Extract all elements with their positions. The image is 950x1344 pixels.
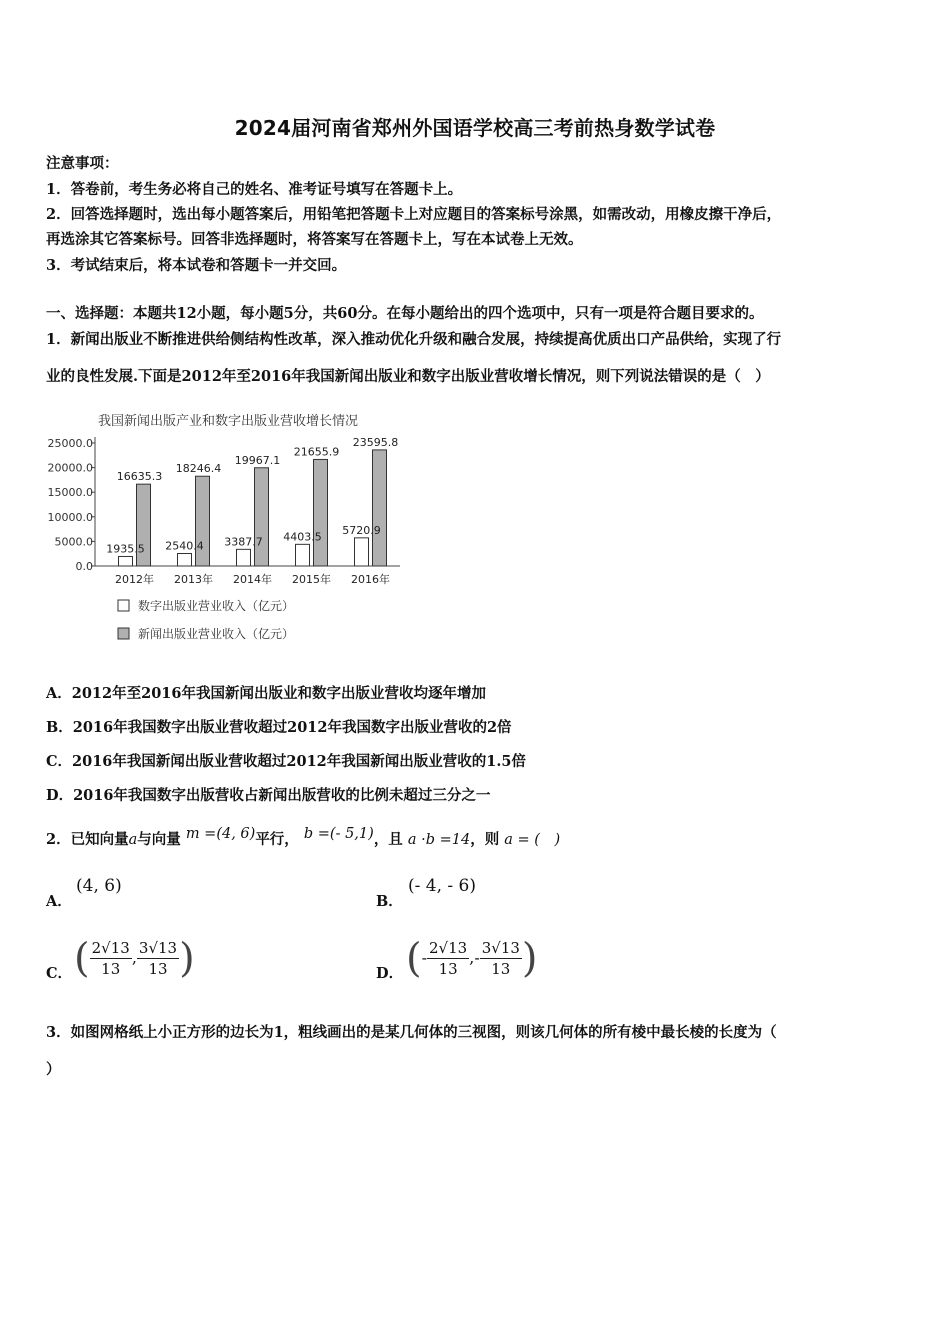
q2-prefix: 2．已知向量 [46,831,129,848]
bar-news [373,450,387,566]
y-tick-label: 15000.0 [47,486,93,500]
y-tick-label: 20000.0 [47,461,93,475]
bar-digital [237,549,251,566]
q2-mid3: ，且 [373,831,403,848]
notice-item-3: 3．考试结束后，将本试卷和答题卡一并交回。 [46,257,347,274]
data-label-news: 16635.3 [116,470,163,484]
x-tick-label: 2012年 [115,573,154,586]
notice-heading: 注意事项： [46,155,119,172]
q1-stem-line2: 业的良性发展.下面是2012年至2016年我国新闻出版业和数字出版业营收增长情况，则下列说法错误的是（ ） [46,368,770,385]
legend-label-news: 新闻出版业营业收入（亿元） [138,627,295,641]
y-tick-label: 25000.0 [47,437,93,450]
q2-option-b: (- 4, - 6) [408,876,476,896]
bar-digital [119,556,133,566]
legend-label-digital: 数字出版业营业收入（亿元） [138,599,295,613]
q2-option-c-label: C． [46,965,73,982]
q2-c-frac1: $\frac{2√13}{13}$ [91,939,130,978]
q2-d-frac2: $\frac{3√13}{13}$ [481,939,520,978]
q2-dot-product: a ·b =14 [407,832,471,848]
section-heading: 一、选择题：本题共12小题，每小题5分，共60分。在每小题给出的四个选项中，只有一项是符合题目要求的。 [46,305,764,322]
q2-stem [46,828,560,849]
q2-mid4: ，则 [470,831,500,848]
q2-d-frac1: $\frac{2√13}{13}$ [429,939,468,978]
q1-option-c: C．2016年我国新闻出版业营收超过2012年我国新闻出版业营收的1.5倍 [46,753,526,770]
bar-news [314,459,328,566]
notice-item-2b: 再选涂其它答案标号。回答非选择题时，将答案写在答题卡上，写在本试卷上无效。 [46,231,583,248]
bar-news [255,468,269,566]
page-title: 2024届河南省郑州外国语学校高三考前热身数学试卷 [234,116,716,140]
data-label-news: 23595.8 [352,435,399,449]
bar-news [196,476,210,566]
q2-option-a-label: A． [46,893,72,910]
q3-stem-line1: 3．如图网格纸上小正方形的边长为1，粗线画出的是某几何体的三视图，则该几何体的所有棱中最长棱的长度为（ [46,1024,777,1041]
q2-mid2: 平行， [255,831,299,848]
y-tick-label: 5000.0 [54,535,93,549]
x-tick-label: 2013年 [174,573,213,586]
x-tick-label: 2014年 [233,573,272,586]
data-label-digital: 3387.7 [224,535,263,549]
q1-option-a: A．2012年至2016年我国新闻出版业和数字出版业营收均逐年增加 [46,685,486,702]
notice-item-1: 1．答卷前，考生务必将自己的姓名、准考证号填写在答题卡上。 [46,181,463,198]
bar-digital [178,554,192,566]
q2-vector-m: m =(4, 6) [185,826,256,842]
legend-swatch-digital [118,600,129,611]
x-tick-label: 2015年 [292,573,331,586]
chart-legend [118,598,294,641]
data-label-digital: 4403.5 [283,530,322,544]
data-label-news: 19967.1 [234,453,281,467]
q1-option-b: B．2016年我国数字出版业营收超过2012年我国数字出版业营收的2倍 [46,719,512,736]
data-label-digital: 5720.9 [342,523,381,537]
y-tick-label: 10000.0 [47,510,93,524]
legend-swatch-news [118,628,129,639]
q2-option-b-label: B． [376,893,403,910]
data-label-news: 18246.4 [175,462,222,476]
x-tick-label: 2016年 [351,573,390,586]
q1-stem-line1: 1．新闻出版业不断推进供给侧结构性改革，深入推动优化升级和融合发展，持续提高优质出口产品供给，实现了行 [46,331,782,348]
q2-vector-b: b =(- 5,1) [303,826,374,842]
notice-item-2a: 2．回答选择题时，选出每小题答案后，用铅笔把答题卡上对应题目的答案标号涂黑，如需改动，用橡皮擦干净后， [46,206,782,223]
revenue-bar-chart [40,405,420,650]
data-label-digital: 2540.4 [165,539,204,553]
q3-stem-line2: ） [46,1061,61,1078]
q2-c-frac2: $\frac{3√13}{13}$ [138,939,178,978]
q1-option-d: D．2016年我国数字出版营收占新闻出版营收的比例未超过三分之一 [46,787,491,804]
q2-option-d-label: D． [376,965,404,982]
data-label-news: 21655.9 [293,445,340,459]
q2-answer-blank: a = ( ) [504,832,561,848]
q2-vector-a: a [128,832,138,848]
y-tick-label: 0.0 [75,560,93,573]
bar-digital [296,544,310,566]
q2-option-c: ( $\frac{2√13}{13}$ , $\frac{3√13}{13}$ ) [74,935,195,982]
q2-option-d: (- $\frac{2√13}{13}$ ,- $\frac{3√13}{13}$ ) [406,935,538,982]
chart-title: 我国新闻出版产业和数字出版业营收增长情况 [98,414,359,429]
data-label-digital: 1935.5 [106,542,145,556]
q2-mid1: 与向量 [137,831,181,848]
q2-option-a: (4, 6) [76,876,122,896]
chart-plot-area [48,436,401,586]
bar-digital [355,538,369,566]
